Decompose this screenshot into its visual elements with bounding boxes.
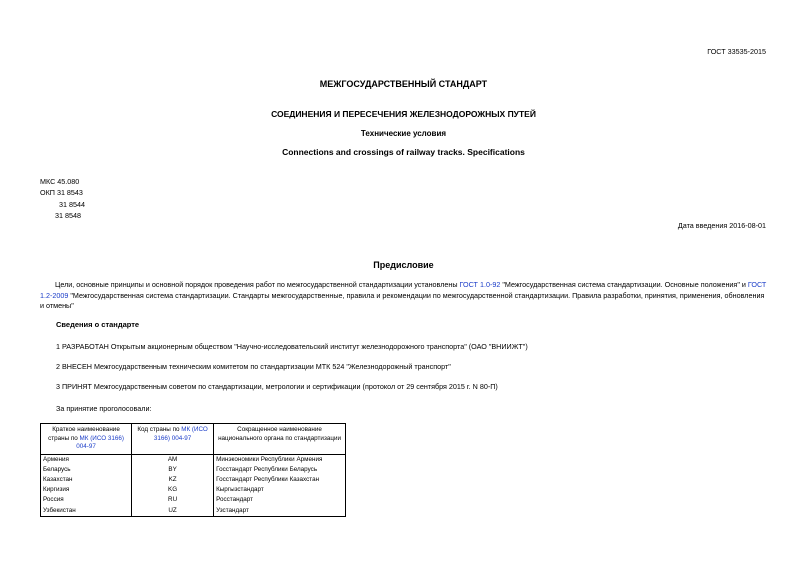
preface-paragraph — [40, 280, 770, 312]
mk-iso-3166-link[interactable]: МК (ИСО 3166) 004-97 — [76, 434, 124, 451]
table-row — [41, 496, 346, 506]
okp-code: 31 8544 — [59, 199, 85, 209]
voted-label: За принятие проголосовали: — [56, 404, 152, 413]
country-cell: Армения — [41, 454, 132, 465]
column-header-body: Сокращенное наименование национального органа по стандартизации — [214, 424, 346, 455]
column-header-code — [132, 424, 214, 455]
table-row — [41, 506, 346, 517]
gost-1-0-92-link[interactable]: ГОСТ 1.0-92 — [459, 280, 501, 289]
mks-code: МКС 45.080 — [40, 177, 80, 186]
column-header-country — [41, 424, 132, 455]
country-cell: Беларусь — [41, 465, 132, 475]
body-cell: Узстандарт — [214, 506, 346, 517]
code-cell: AM — [132, 454, 214, 465]
document-title: СОЕДИНЕНИЯ И ПЕРЕСЕЧЕНИЯ ЖЕЛЕЗНОДОРОЖНЫХ ПУТЕЙ — [271, 109, 536, 119]
body-cell: Росстандарт — [214, 496, 346, 506]
body-cell: Минэкономики Республики Армения — [214, 454, 346, 465]
document-title-english: Connections and crossings of railway tracks. Specifications — [282, 147, 525, 157]
gost-1-2-2009-link[interactable]: ГОСТ 1.2-2009 — [40, 280, 767, 300]
body-cell: Госстандарт Республики Казахстан — [214, 475, 346, 485]
introduced-by-item: 2 ВНЕСЕН Межгосударственным техническим комитетом по стандартизации МТК 524 "Железнодорожный транспорт" — [56, 362, 451, 371]
okp-code: ОКП 31 8543 — [40, 188, 83, 198]
preface-text: "Межгосударственная система стандартизации. Стандарты межгосударственные, правила и рекомендации по межгосударственной стандартизации. Правила разработки, принятия, применения, обновления и отмены" — [40, 290, 765, 310]
code-cell: UZ — [132, 506, 214, 517]
country-cell: Узбекистан — [41, 506, 132, 517]
header-text: Код страны по — [137, 426, 182, 433]
country-cell: Киргизия — [41, 485, 132, 495]
introduction-date: Дата введения 2016-08-01 — [677, 221, 766, 230]
table-row — [41, 465, 346, 475]
mk-iso-3166-link[interactable]: МК (ИСО 3166) 004-97 — [153, 426, 208, 442]
gost-number: ГОСТ 33535-2015 — [707, 47, 766, 56]
table-row — [41, 475, 346, 485]
body-cell: Кыргызстандарт — [214, 485, 346, 495]
developed-by-item: 1 РАЗРАБОТАН Открытым акционерным обществом "Научно-исследовательский институт железнодорожного транспорта" (ОАО "ВНИИЖТ") — [56, 342, 528, 351]
okp-code: 31 8548 — [55, 210, 81, 220]
country-cell: Казахстан — [41, 475, 132, 485]
code-cell: BY — [132, 465, 214, 475]
preface-text: "Межгосударственная система стандартизации. Основные положения" и — [500, 280, 748, 289]
classification-codes — [40, 176, 85, 221]
document-subtitle: Технические условия — [360, 129, 447, 138]
preface-text: Цели, основные принципы и основной порядок проведения работ по межгосударственной стандартизации установлены — [55, 280, 460, 289]
code-cell: KZ — [132, 475, 214, 485]
adopted-by-item: 3 ПРИНЯТ Межгосударственным советом по стандартизации, метрологии и сертификации (протокол от 29 сентября 2015 г. N 80-П) — [56, 382, 498, 391]
table-row — [41, 454, 346, 465]
table-header-row — [41, 424, 346, 455]
standard-type-heading: МЕЖГОСУДАРСТВЕННЫЙ СТАНДАРТ — [319, 79, 488, 89]
standard-info-heading: Сведения о стандарте — [56, 320, 140, 329]
preface-heading: Предисловие — [373, 260, 434, 270]
body-cell: Госстандарт Республики Беларусь — [214, 465, 346, 475]
voting-countries-table — [40, 423, 346, 517]
code-cell: KG — [132, 485, 214, 495]
table-row — [41, 485, 346, 495]
country-cell: Россия — [41, 496, 132, 506]
header-text: Краткое наименование страны по — [48, 426, 120, 442]
code-cell: RU — [132, 496, 214, 506]
